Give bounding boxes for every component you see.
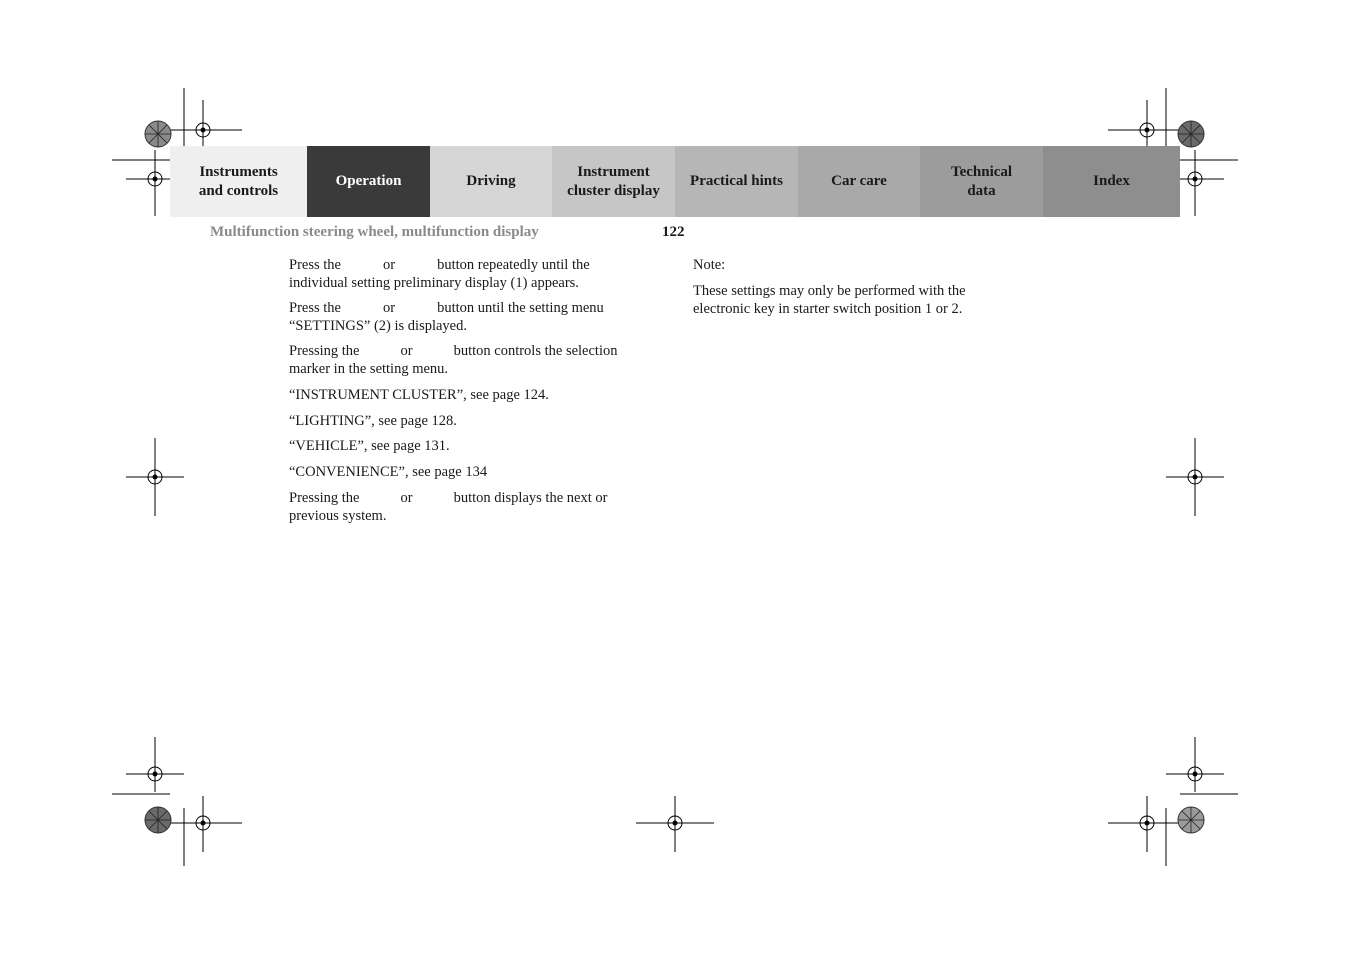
text: electronic key in starter switch position 1 or 2. [693,301,963,317]
tab-label: Operation [335,173,402,189]
text: button repeatedly until the [437,257,590,273]
text: button until the setting menu [437,300,604,316]
tab-index[interactable] [1043,146,1180,217]
text: individual setting preliminary display (1) appears. [289,275,579,291]
text: or [382,257,396,273]
text: Pressing the [289,490,360,506]
page-reference: “CONVENIENCE”, see page 134 [289,464,488,480]
right-column [693,256,1023,318]
tab-operation[interactable] [307,146,430,217]
text: previous system. [289,508,387,524]
text: button controls the selection [453,343,618,359]
instruction-paragraph [289,299,669,335]
tab-instruments-and-controls[interactable] [170,146,307,217]
text: button displays the next or [453,490,608,506]
tab-technical-data[interactable] [920,146,1043,217]
text: Pressing the [289,343,360,359]
instruction-paragraph [289,256,669,292]
tab-label: Instrument cluster display [567,163,660,199]
tab-label: Driving [466,173,516,189]
page-number: 122 [662,224,685,240]
page-reference: “INSTRUMENT CLUSTER”, see page 124. [289,387,549,403]
note-text [693,282,1023,318]
chapter-tabs [170,146,1180,217]
tab-car-care[interactable] [798,146,920,217]
left-column [289,256,669,525]
text: These settings may only be performed with the [693,283,966,299]
tab-label: Technical data [950,163,1013,199]
text: or [382,300,396,316]
tab-instrument-cluster-display[interactable] [552,146,675,217]
text: Press the [289,257,341,273]
page-reference: “LIGHTING”, see page 128. [289,413,457,429]
instruction-paragraph [289,489,669,525]
tab-practical-hints[interactable] [675,146,798,217]
tab-label: Index [1093,173,1130,189]
page-reference: “VEHICLE”, see page 131. [289,438,450,454]
text: marker in the setting menu. [289,361,449,377]
text: or [400,343,413,359]
text: Press the [289,300,341,316]
text: “SETTINGS” (2) is displayed. [289,318,467,334]
tab-driving[interactable] [430,146,552,217]
tab-label: Instruments and controls [198,163,279,199]
section-title: Multifunction steering wheel, multifunction display [210,224,539,240]
tab-label: Practical hints [690,173,783,189]
text: or [400,490,413,506]
note-label: Note: [693,257,726,273]
tab-label: Car care [831,173,887,189]
instruction-paragraph [289,342,669,378]
